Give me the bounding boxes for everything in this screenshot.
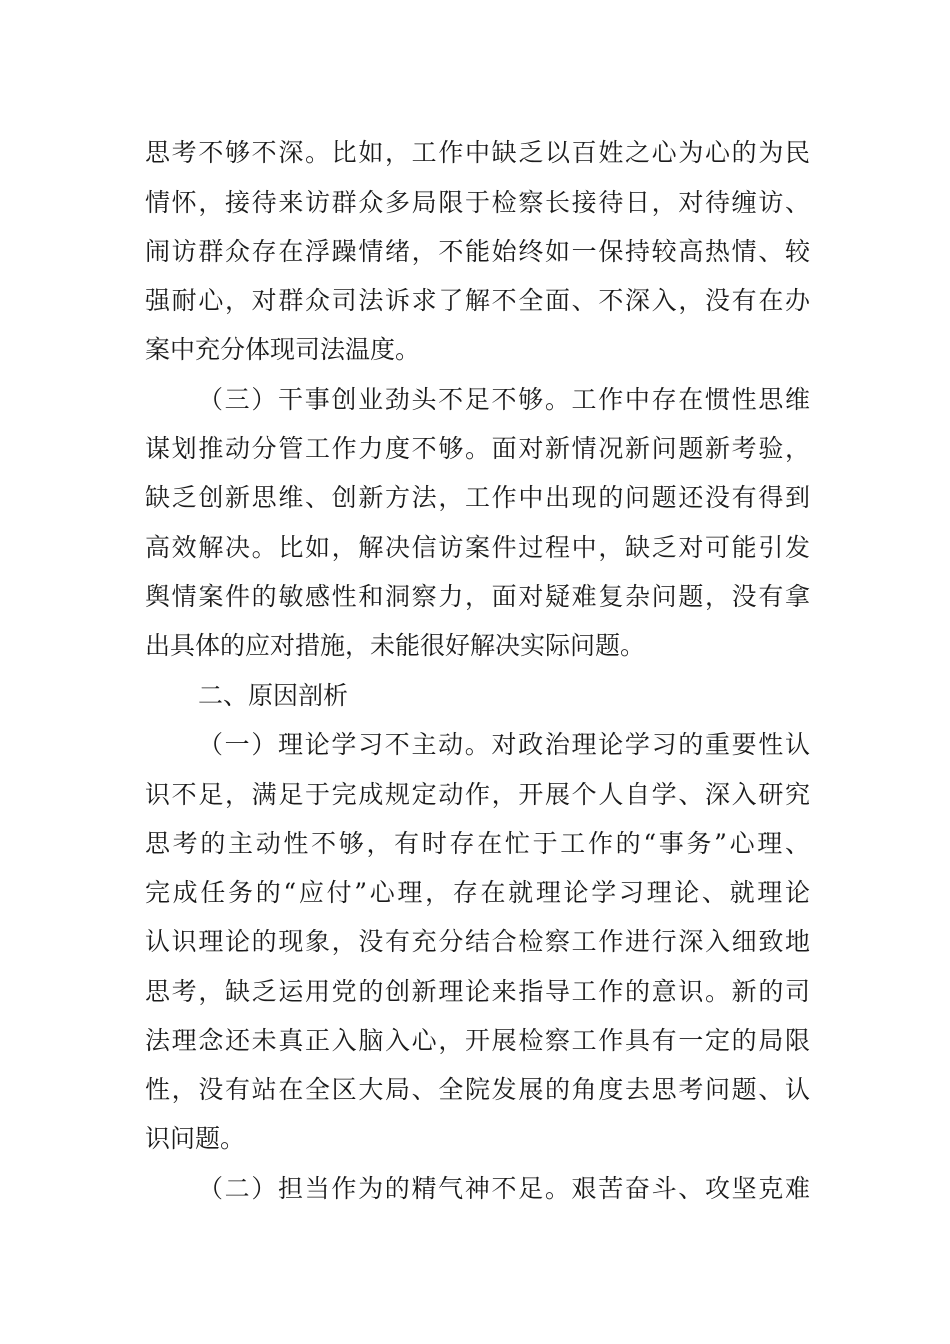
section-heading-line: （二）担当作为的精气神不足。艰苦奋斗、攻坚克难 bbox=[198, 1174, 810, 1203]
paragraph-line: 法理念还未真正入脑入心，开展检察工作具有一定的局限 bbox=[145, 1026, 810, 1055]
paragraph-line: 强耐心，对群众司法诉求了解不全面、不深入，没有在办 bbox=[145, 286, 810, 315]
paragraph-line: 高效解决。比如，解决信访案件过程中，缺乏对可能引发 bbox=[145, 533, 810, 562]
section-title: 二、原因剖析 bbox=[198, 681, 349, 710]
paragraph-line: 谋划推动分管工作力度不够。面对新情况新问题新考验， bbox=[145, 434, 810, 463]
paragraph-line: 思考的主动性不够，有时存在忙于工作的“事务”心理、 bbox=[145, 829, 810, 858]
paragraph-line: 舆情案件的敏感性和洞察力，面对疑难复杂问题，没有拿 bbox=[145, 582, 810, 611]
paragraph-line: 出具体的应对措施，未能很好解决实际问题。 bbox=[145, 631, 646, 660]
paragraph-line: 思考不够不深。比如，工作中缺乏以百姓之心为心的为民 bbox=[145, 138, 810, 167]
paragraph-line: 完成任务的“应付”心理，存在就理论学习理论、就理论 bbox=[145, 878, 810, 907]
section-heading-line: （一）理论学习不主动。对政治理论学习的重要性认 bbox=[198, 730, 810, 759]
paragraph-line: 闹访群众存在浮躁情绪，不能始终如一保持较高热情、较 bbox=[145, 237, 810, 266]
section-heading-line: （三）干事创业劲头不足不够。工作中存在惯性思维 bbox=[198, 385, 810, 414]
paragraph-line: 识不足，满足于完成规定动作，开展个人自学、深入研究 bbox=[145, 780, 810, 809]
paragraph-line: 思考，缺乏运用党的创新理论来指导工作的意识。新的司 bbox=[145, 977, 810, 1006]
paragraph-line: 缺乏创新思维、创新方法，工作中出现的问题还没有得到 bbox=[145, 483, 810, 512]
paragraph-line: 识问题。 bbox=[145, 1124, 246, 1153]
paragraph-line: 性，没有站在全区大局、全院发展的角度去思考问题、认 bbox=[145, 1075, 810, 1104]
paragraph-line: 案中充分体现司法温度。 bbox=[145, 335, 421, 364]
paragraph-line: 情怀，接待来访群众多局限于检察长接待日，对待缠访、 bbox=[145, 188, 810, 217]
paragraph-line: 认识理论的现象，没有充分结合检察工作进行深入细致地 bbox=[145, 927, 810, 956]
